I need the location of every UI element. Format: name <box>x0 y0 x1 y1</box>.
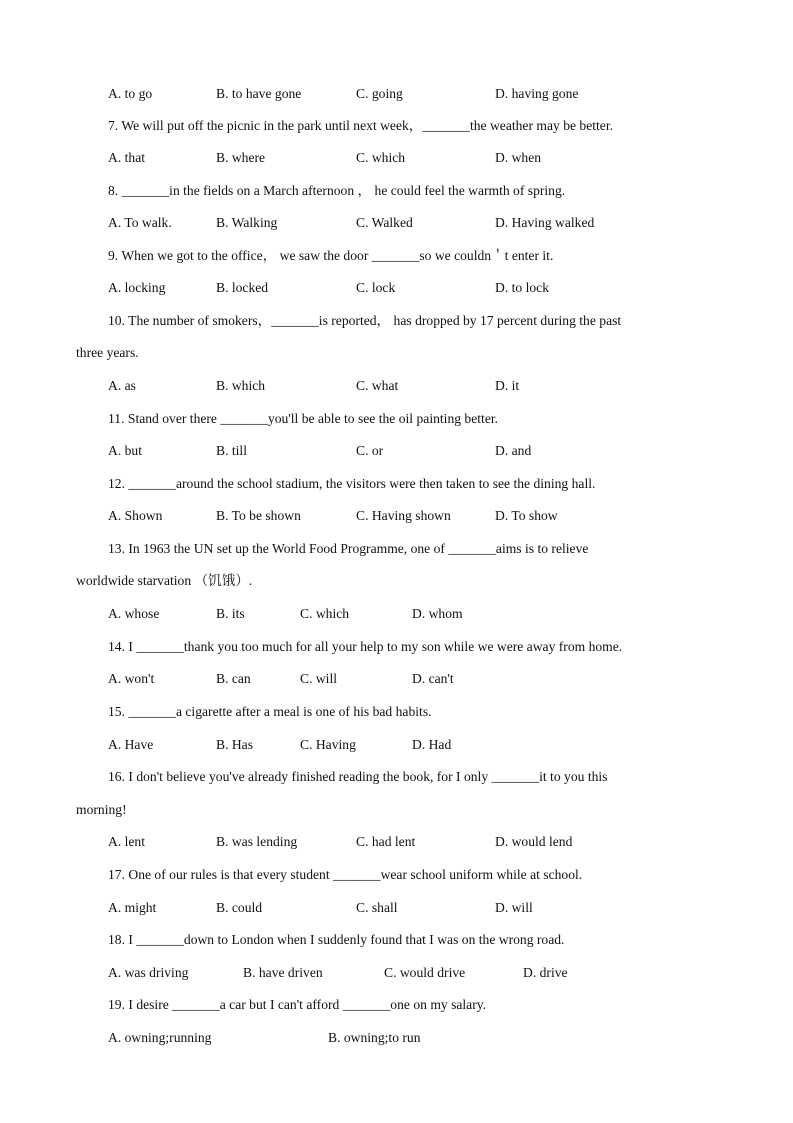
option-c: C. Having <box>300 737 356 752</box>
option-c: C. which <box>356 150 406 165</box>
option-b: B. Walking <box>216 215 278 230</box>
answer-options <box>0 278 793 298</box>
option-b: B. where <box>216 150 266 165</box>
answer-options <box>0 735 793 755</box>
answer-options <box>0 604 793 624</box>
option-a: A. owning;running <box>108 1030 212 1045</box>
question-line <box>0 311 793 331</box>
answer-options <box>0 441 793 461</box>
option-c: C. will <box>300 671 338 686</box>
option-a: A. might <box>108 900 157 915</box>
option-a: A. Have <box>108 737 154 752</box>
answer-options <box>0 148 793 168</box>
answer-options <box>0 832 793 852</box>
option-c: C. had lent <box>356 834 416 849</box>
option-c: C. lock <box>356 280 396 295</box>
question-line <box>0 246 793 266</box>
question-line <box>0 637 793 657</box>
question-line <box>0 409 793 429</box>
option-d: D. whom <box>412 606 463 621</box>
question-continuation <box>0 571 793 591</box>
option-a: A. To walk. <box>108 215 172 230</box>
option-b: B. can <box>216 671 251 686</box>
answer-options <box>0 898 793 918</box>
option-a: A. but <box>108 443 142 458</box>
option-a: A. whose <box>108 606 160 621</box>
option-d: D. To show <box>495 508 558 523</box>
question-text: 11. Stand over there _______you'll be able to see the oil painting better. <box>108 411 499 426</box>
question-line <box>0 539 793 559</box>
answer-options <box>0 669 793 689</box>
question-text: 13. In 1963 the UN set up the World Food Programme, one of _______aims is to relieve <box>108 541 589 556</box>
question-line <box>0 474 793 494</box>
question-text: 18. I _______down to London when I suddenly found that I was on the wrong road. <box>108 932 565 947</box>
question-line <box>0 865 793 885</box>
option-b: B. which <box>216 378 266 393</box>
option-c: C. which <box>300 606 350 621</box>
option-d: D. having gone <box>495 86 579 101</box>
option-d: D. will <box>495 900 533 915</box>
option-a: A. Shown <box>108 508 163 523</box>
option-b: B. Has <box>216 737 254 752</box>
option-b: B. to have gone <box>216 86 302 101</box>
option-b: B. was lending <box>216 834 298 849</box>
option-b: B. have driven <box>243 965 323 980</box>
option-b: B. its <box>216 606 245 621</box>
question-line <box>0 116 793 136</box>
question-line <box>0 702 793 722</box>
question-text: 8. _______in the fields on a March afternoon ， he could feel the warmth of spring. <box>108 183 566 198</box>
option-c: C. or <box>356 443 384 458</box>
option-c: C. Having shown <box>356 508 451 523</box>
option-b: B. could <box>216 900 263 915</box>
option-d: D. Had <box>412 737 452 752</box>
option-c: C. Walked <box>356 215 413 230</box>
answer-options <box>0 213 793 233</box>
option-a: A. to go <box>108 86 153 101</box>
option-d: D. drive <box>523 965 568 980</box>
option-d: D. can't <box>412 671 454 686</box>
option-a: A. as <box>108 378 136 393</box>
option-c: C. shall <box>356 900 398 915</box>
question-text: 9. When we got to the office， we saw the door _______so we couldn＇t enter it. <box>108 248 554 263</box>
question-text: 12. _______around the school stadium, the visitors were then taken to see the dining hall. <box>108 476 596 491</box>
question-text-continued: morning! <box>76 802 127 817</box>
question-line <box>0 930 793 950</box>
option-a: A. lent <box>108 834 145 849</box>
answer-options <box>0 84 793 104</box>
option-d: D. Having walked <box>495 215 595 230</box>
option-b: B. locked <box>216 280 269 295</box>
question-text: 7. We will put off the picnic in the park until next week，_______the weather may be better. <box>108 118 614 133</box>
option-a: A. locking <box>108 280 166 295</box>
option-a: A. that <box>108 150 145 165</box>
option-c: C. would drive <box>384 965 466 980</box>
option-d: D. it <box>495 378 520 393</box>
question-line <box>0 181 793 201</box>
option-b: B. To be shown <box>216 508 301 523</box>
question-text: 15. _______a cigarette after a meal is one of his bad habits. <box>108 704 432 719</box>
question-text: 17. One of our rules is that every student _______wear school uniform while at school. <box>108 867 583 882</box>
answer-options <box>0 1028 793 1048</box>
question-text: 10. The number of smokers，_______is reported， has dropped by 17 percent during the past <box>108 313 622 328</box>
question-text: 19. I desire _______a car but I can't afford _______one on my salary. <box>108 997 487 1012</box>
question-continuation <box>0 343 793 363</box>
question-continuation <box>0 800 793 820</box>
question-text: 14. I _______thank you too much for all your help to my son while we were away from home. <box>108 639 623 654</box>
question-line <box>0 767 793 787</box>
option-a: A. was driving <box>108 965 189 980</box>
question-text-continued: worldwide starvation （饥饿）. <box>76 573 253 588</box>
option-c: C. going <box>356 86 403 101</box>
option-b: B. owning;to run <box>328 1030 421 1045</box>
question-text: 16. I don't believe you've already finished reading the book, for I only _______it to you this <box>108 769 608 784</box>
question-line <box>0 995 793 1015</box>
answer-options <box>0 376 793 396</box>
option-d: D. and <box>495 443 532 458</box>
option-d: D. when <box>495 150 542 165</box>
option-c: C. what <box>356 378 399 393</box>
option-d: D. to lock <box>495 280 549 295</box>
option-a: A. won't <box>108 671 155 686</box>
answer-options <box>0 963 793 983</box>
answer-options <box>0 506 793 526</box>
option-b: B. till <box>216 443 247 458</box>
question-text-continued: three years. <box>76 345 139 360</box>
option-d: D. would lend <box>495 834 573 849</box>
